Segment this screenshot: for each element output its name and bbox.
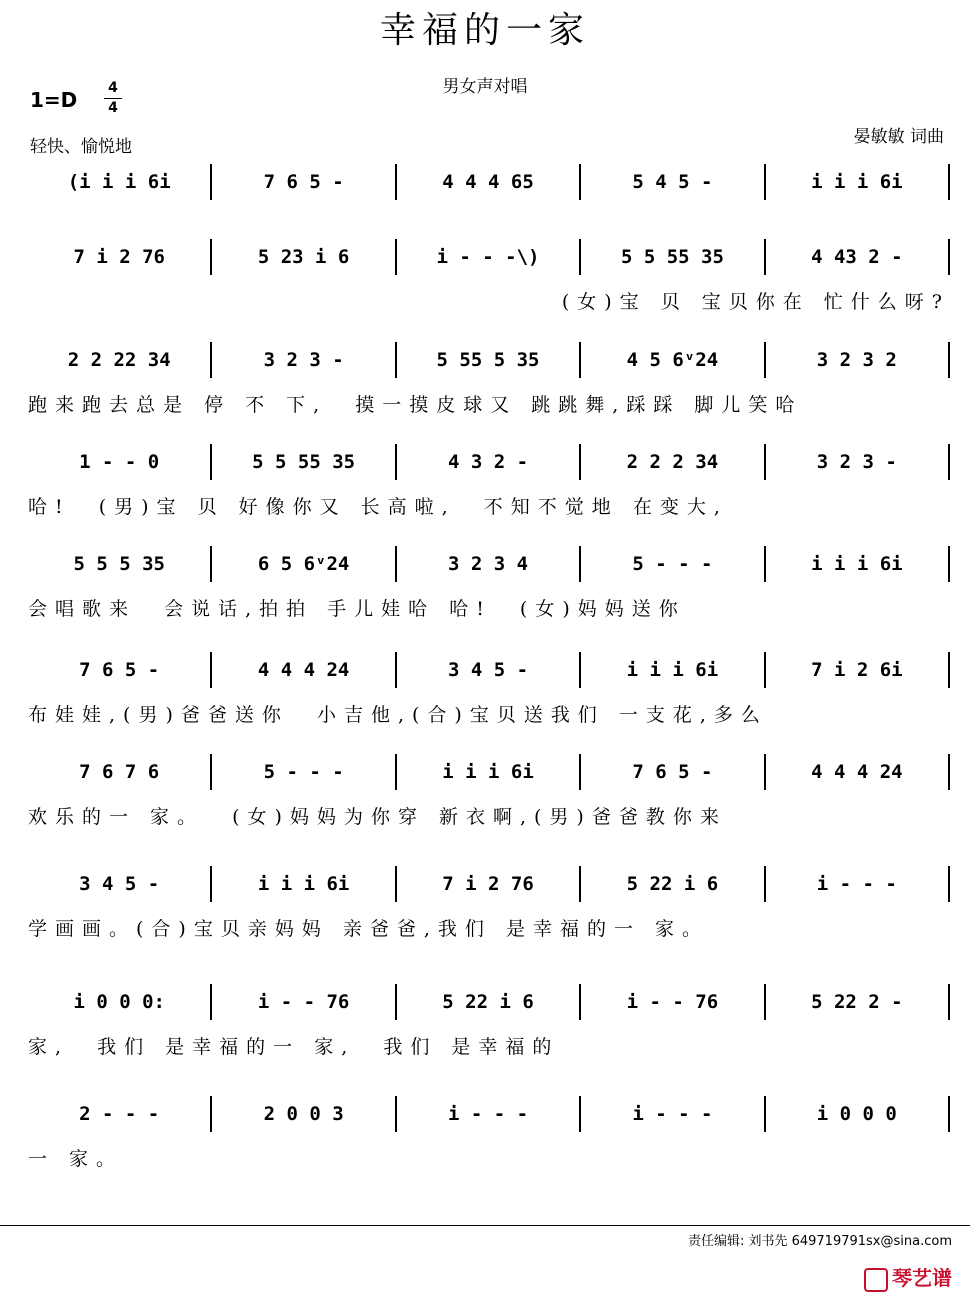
measure: 5 22 i 6 [626, 873, 719, 895]
meter-bottom: 4 [108, 100, 118, 116]
measure: i - - 76 [626, 991, 719, 1013]
bar-line [948, 866, 950, 902]
notes-line [28, 440, 950, 484]
lyrics-line: 会唱歌来 会说话,拍拍 手儿娃哈 哈! (女)妈妈送你 [28, 598, 686, 620]
bar-line [948, 164, 950, 200]
key-signature: 1=D [30, 88, 78, 112]
measure: 5 - - - [263, 761, 344, 783]
measure: i - - 76 [257, 991, 350, 1013]
measure: i - - - [632, 1103, 713, 1125]
logo-icon [864, 1268, 888, 1292]
measure: 7 i 2 6i [811, 659, 903, 681]
measure: 3 2 3 2 [816, 349, 897, 371]
editor-credit: 责任编辑: 刘书先 649719791sx@sina.com [687, 1234, 952, 1249]
lyrics-line: 学画画。(合)宝贝亲妈妈 亲爸爸,我们 是幸福的一 家。 [28, 918, 709, 940]
notes-line [28, 1092, 950, 1136]
measure: 3 4 5 - [79, 873, 160, 895]
footer-divider [0, 1225, 970, 1226]
measure: 4 43 2 - [811, 246, 903, 268]
measure: 7 6 5 - [79, 659, 160, 681]
notes-line [28, 750, 950, 794]
lyrics-line: 跑来跑去总是 停 不 下, 摸一摸皮球又 跳跳舞,踩踩 脚儿笑哈 [28, 394, 803, 416]
measure: 3 2 3 - [263, 349, 344, 371]
measure: 3 2 3 4 [447, 553, 529, 575]
measure: i i i 6i [811, 553, 903, 575]
measure: 2 2 22 34 [67, 349, 171, 371]
composer-credit: 晏敏敏 词曲 [853, 127, 944, 147]
notes-line [28, 648, 950, 692]
lyrics-line: 哈! (男)宝 贝 好像你又 长高啦, 不知不觉地 在变大, [28, 496, 728, 518]
measure: i i i 6i [626, 659, 719, 681]
notes-line [28, 862, 950, 906]
measure: 4 4 4 24 [811, 761, 903, 783]
lyrics-line: 一 家。 [28, 1148, 124, 1170]
measure: 5 5 55 35 [620, 246, 724, 268]
measure: i 0 0 0 [816, 1103, 897, 1125]
measure: 7 6 5 - [263, 171, 344, 193]
measure: i 0 0 0: [73, 991, 165, 1013]
bar-line [948, 546, 950, 582]
bar-line [948, 342, 950, 378]
measure: 5 5 5 35 [73, 553, 165, 575]
notes-line [28, 338, 950, 382]
measure: 7 i 2 76 [442, 873, 534, 895]
measure: i i i 6i [811, 171, 903, 193]
bar-line [948, 652, 950, 688]
measure: 7 i 2 76 [73, 246, 165, 268]
notes-line [28, 160, 950, 204]
measure: 7 6 7 6 [79, 761, 160, 783]
measure: 2 - - - [79, 1103, 160, 1125]
site-logo [864, 1262, 952, 1292]
measure: 6 5 6ᵛ24 [257, 553, 350, 575]
measure: 5 55 5 35 [436, 349, 540, 371]
lyrics-line: (女)宝 贝 宝贝你在 忙什么呀? [561, 291, 950, 313]
time-signature [104, 80, 122, 117]
measure: 5 22 i 6 [442, 991, 534, 1013]
bar-line [948, 754, 950, 790]
lyrics-line: 欢乐的一 家。 (女)妈妈为你穿 新衣啊,(男)爸爸教你来 [28, 806, 727, 828]
measure: 2 0 0 3 [263, 1103, 344, 1125]
notes-line [28, 235, 950, 279]
measure: i - - - [447, 1103, 529, 1125]
measure: 2 2 2 34 [626, 451, 719, 473]
measure: 4 4 4 65 [442, 171, 534, 193]
measure: 5 23 i 6 [257, 246, 350, 268]
measure: i - - - [816, 873, 897, 895]
measure: 4 5 6ᵛ24 [626, 349, 719, 371]
lyrics-line: 布娃娃,(男)爸爸送你 小吉他,(合)宝贝送我们 一支花,多么 [28, 704, 768, 726]
measure: 4 4 4 24 [257, 659, 350, 681]
measure: 5 5 55 35 [252, 451, 356, 473]
bar-line [948, 984, 950, 1020]
measure: 5 22 2 - [811, 991, 903, 1013]
tempo-marking: 轻快、愉悦地 [30, 137, 132, 157]
logo-text: 琴艺谱 [892, 1266, 952, 1290]
measure: 1 - - 0 [79, 451, 160, 473]
measure: (i i i 6i [67, 171, 171, 193]
measure: i - - -\) [436, 246, 540, 268]
measure: 4 3 2 - [447, 451, 529, 473]
bar-line [948, 239, 950, 275]
measure: 3 2 3 - [816, 451, 897, 473]
bar-line [948, 444, 950, 480]
measure: i i i 6i [442, 761, 534, 783]
notes-line [28, 542, 950, 586]
bar-line [948, 1096, 950, 1132]
measure: 3 4 5 - [447, 659, 529, 681]
measure: 7 6 5 - [632, 761, 713, 783]
measure: 5 - - - [632, 553, 713, 575]
notes-line [28, 980, 950, 1024]
measure: i i i 6i [257, 873, 350, 895]
measure: 5 4 5 - [632, 171, 713, 193]
song-title: 幸福的一家 [379, 10, 590, 51]
meter-top: 4 [108, 80, 118, 96]
song-subtitle: 男女声对唱 [442, 77, 528, 97]
lyrics-line: 家, 我们 是幸福的一 家, 我们 是幸福的 [28, 1036, 560, 1058]
